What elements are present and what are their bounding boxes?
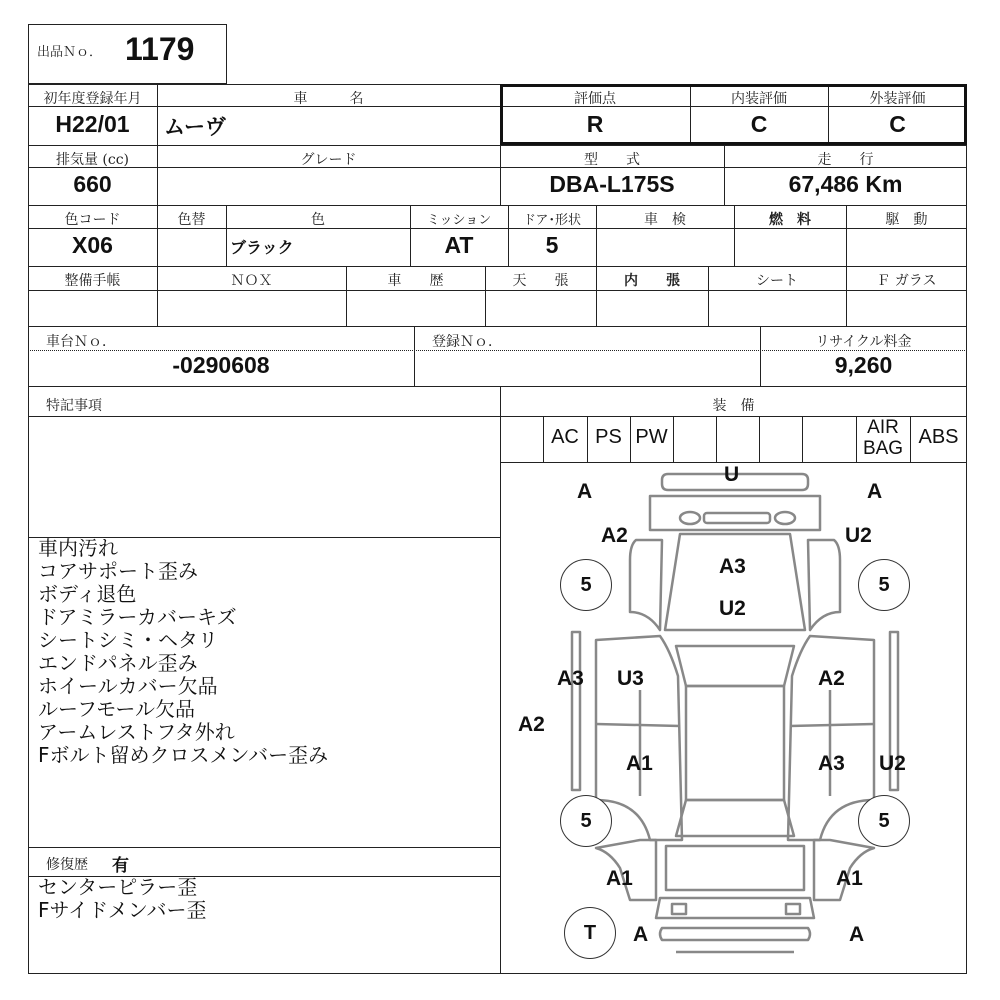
recycle-value: 9,260	[834, 352, 893, 378]
registration-label: 登録Ｎｏ．	[432, 334, 502, 350]
fuel-label: 燃 料	[769, 212, 811, 228]
tire-spare: T	[564, 907, 616, 959]
mark-left-rear-door: A1	[626, 752, 653, 775]
repair-item: センターピラー歪	[38, 875, 198, 899]
equip-ac: AC	[551, 426, 579, 448]
roof	[686, 686, 784, 800]
exterior-label: 外装評価	[869, 91, 926, 107]
interior-label: 内装評価	[731, 91, 787, 107]
mission-value: AT	[444, 232, 474, 258]
tire-front-left: 5	[560, 559, 612, 611]
exterior-value: C	[889, 111, 906, 137]
ceiling-label: 天 張	[512, 273, 569, 289]
back-door	[666, 846, 804, 890]
rear-window	[676, 800, 794, 836]
front-emblem	[680, 512, 700, 524]
mark-fender-left: A2	[601, 524, 628, 547]
mark-front-right: A	[867, 480, 883, 503]
note-item: コアサポート歪み	[38, 559, 198, 583]
mission-label: ミッション	[426, 213, 492, 228]
mark-back-right: A	[849, 923, 865, 946]
mileage-value: 67,486 Km	[788, 171, 903, 197]
mark-front-center: U	[724, 463, 740, 486]
lot-number: 1179	[125, 31, 195, 67]
mark-left-pillar: U3	[617, 667, 644, 690]
mark-right-rear-door: A3	[818, 752, 845, 775]
model-value: DBA-L175S	[549, 171, 675, 197]
nox-label: ＮＯＸ	[230, 273, 273, 289]
notes-list	[38, 537, 498, 767]
windshield	[676, 646, 794, 686]
note-item: 車内汚れ	[38, 536, 118, 560]
repair-list	[38, 876, 498, 922]
first-reg-value: H22/01	[55, 111, 130, 137]
note-item: シートシミ・ヘタリ	[38, 628, 218, 652]
tire-rear-right: 5	[858, 795, 910, 847]
equip-abs: ABS	[918, 426, 959, 448]
note-item: アームレストフタ外れ	[38, 720, 235, 744]
mark-rear-right: A1	[836, 867, 863, 890]
lot-number-label: 出品Ｎｏ．	[37, 45, 103, 60]
equip-airbag: AIR BAG	[862, 417, 904, 459]
equip-ps: PS	[595, 426, 622, 448]
mark-fender-right: U2	[845, 524, 872, 547]
displacement-label: 排気量 (cc)	[55, 152, 130, 168]
inner-label: 内 張	[624, 273, 680, 289]
door-value: 5	[545, 232, 559, 258]
left-front-fender	[630, 540, 662, 630]
mark-front-left: A	[577, 480, 593, 503]
history-label: 車 歴	[387, 273, 444, 289]
interior-value: C	[750, 111, 768, 137]
mark-rear-left: A1	[606, 867, 633, 890]
tire-rear-left: 5	[560, 795, 612, 847]
lot-number-box	[28, 24, 227, 84]
score-label: 評価点	[574, 91, 616, 107]
inspection-label: 車 検	[644, 212, 686, 228]
notes-label: 特記事項	[46, 398, 102, 414]
chassis-value: -0290608	[172, 352, 270, 378]
grade-label: グレード	[300, 152, 357, 168]
note-item: エンドパネル歪み	[38, 651, 198, 675]
displacement-value: 660	[73, 171, 112, 197]
tire-front-right: 5	[858, 559, 910, 611]
car-name-value: ムーヴ	[164, 115, 226, 139]
mark-right-rear: U2	[879, 752, 906, 775]
door-label: ドア･形状	[522, 213, 582, 228]
note-item: Fボルト留めクロスメンバー歪み	[38, 743, 329, 767]
repair-item: Fサイドメンバー歪	[38, 898, 207, 922]
note-item: ボディ退色	[38, 582, 137, 606]
mark-right-front-door: A2	[818, 667, 845, 690]
car-name-label: 車 名	[293, 91, 364, 107]
seat-label: シート	[756, 273, 798, 289]
left-side-sill	[572, 632, 580, 790]
color-code-value: X06	[72, 232, 113, 258]
mark-bonnet-a: A3	[719, 555, 746, 578]
mark-left-front-door: A3	[557, 667, 584, 690]
mark-left-side: A2	[518, 713, 545, 736]
color-label: 色	[311, 212, 325, 228]
color-change-label: 色替	[177, 212, 206, 228]
model-label: 型 式	[584, 152, 640, 168]
maintenance-label: 整備手帳	[64, 273, 121, 289]
right-front-fender	[808, 540, 840, 630]
equip-pw: PW	[635, 426, 668, 448]
recycle-label: リサイクル料金	[815, 334, 912, 350]
drive-label: 駆 動	[885, 212, 928, 228]
mileage-label: 走 行	[817, 152, 874, 168]
mark-back-left: A	[633, 923, 649, 946]
chassis-label: 車台Ｎｏ．	[46, 334, 116, 350]
car-diagram	[501, 463, 966, 973]
color-value: ブラック	[230, 238, 294, 257]
repair-value: 有	[112, 856, 129, 876]
note-item: ルーフモール欠品	[38, 697, 195, 721]
fglass-label: Ｆ ガラス	[876, 273, 937, 289]
first-reg-label: 初年度登録年月	[43, 91, 142, 107]
repair-label: 修復歴	[46, 857, 88, 873]
note-item: ドアミラーカバーキズ	[38, 605, 237, 629]
equipment-label: 装 備	[712, 398, 755, 414]
score-value: R	[586, 111, 604, 137]
color-code-label: 色コード	[64, 212, 121, 228]
mark-bonnet-u: U2	[719, 597, 746, 620]
note-item: ホイールカバー欠品	[38, 674, 218, 698]
